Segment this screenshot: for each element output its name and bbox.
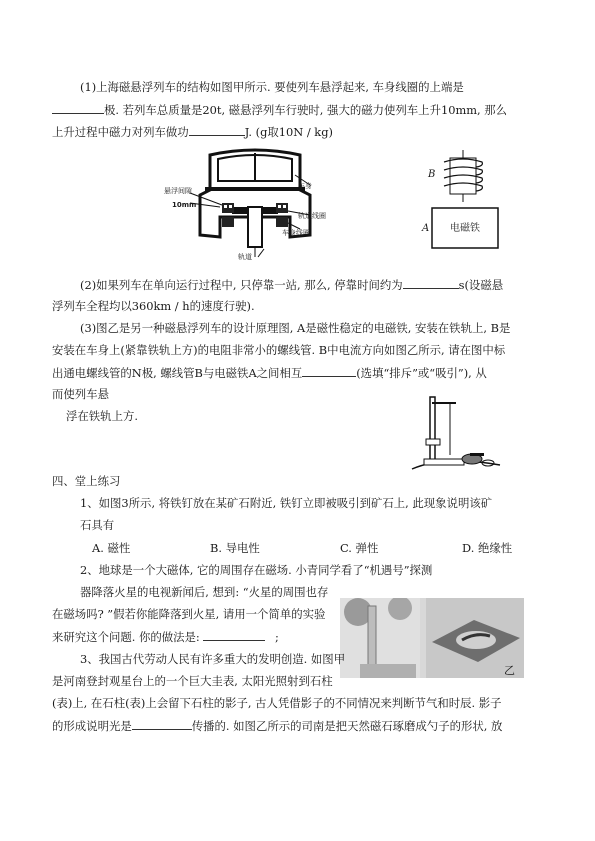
s4-q3-line4-text: 的形成说明光是 [52, 719, 132, 733]
q1-part2-text: (2)如果列车在单向运行过程中, 只停靠一站, 那么, 停靠时间约为 [80, 278, 403, 292]
s4-q3-line2: 是河南登封观星台上的一个巨大圭表, 太阳光照射到石柱 [52, 674, 333, 688]
answer-blank-pole[interactable] [52, 102, 104, 114]
q1-part3-line2: 安装在车身上(紧靠铁轨上方)的电阻非常小的螺线管. B中电流方向如图乙所示, 请在图中标 [52, 343, 506, 357]
s4-q2-line4-text: 来研究这个问题. 你的做法是: [52, 630, 200, 644]
q1-part1-line1: (1)上海磁悬浮列车的结构如图甲所示. 要使列车悬浮起来, 车身线圈的上端是 [80, 80, 464, 94]
q1-part2-line1 [80, 277, 503, 292]
s4-q2-line2: 器降落火星的电视新闻后, 想到: “火星的周围也存 [80, 585, 329, 599]
photos-drawing [340, 598, 524, 678]
s4-q2-line4 [52, 629, 279, 644]
s4-q2-line3: 在磁场吗? ”假若你能降落到火星, 请用一个简单的实验 [52, 607, 326, 621]
q1-part3-line1: (3)图乙是另一种磁悬浮列车的设计原理图, A是磁性稳定的电磁铁, 安装在铁轨上, B是 [80, 321, 511, 335]
q1-part3-line3-tail: (选填“排斥”或“吸引”), 从 [356, 366, 487, 380]
s4-q1-line1: 1、如图3所示, 将铁钉放在某矿石附近, 铁钉立即被吸引到矿石上, 此现象说明该矿 [80, 496, 493, 510]
option-a[interactable]: A. 磁性 [92, 541, 131, 555]
option-b[interactable]: B. 导电性 [210, 541, 260, 555]
q1-part1-line3-text: 上升过程中磁力对列车做功 [52, 125, 189, 139]
s4-q1-line2: 石具有 [80, 518, 115, 532]
label-b: B [428, 169, 436, 180]
s4-q2-line4-end: ; [275, 630, 279, 644]
s4-q3-line3: (表)上, 在石柱(表)上会留下石柱的影子, 古人凭借影子的不同情况来判断节气和时辰. 影子 [52, 696, 502, 710]
option-c[interactable]: C. 弹性 [340, 541, 379, 555]
answer-blank-experiment[interactable] [203, 629, 265, 641]
answer-blank-work[interactable] [189, 124, 245, 136]
section4-heading: 四、堂上练习 [52, 474, 121, 488]
q1-part1-line3 [52, 124, 333, 139]
option-d[interactable]: D. 绝缘性 [462, 541, 513, 555]
label-10mm: 10mm [172, 201, 197, 209]
q1-part2-tail: s(设磁悬 [458, 278, 504, 292]
figure-yi-solenoid [420, 150, 520, 260]
figure-3-mineral-stand [404, 395, 504, 475]
s4-q3-line4-tail: 传播的. 如图乙所示的司南是把天然磁石琢磨成勺子的形状, 放 [191, 719, 503, 733]
answer-blank-time[interactable] [403, 277, 459, 289]
q1-part1-line2 [52, 102, 507, 117]
answer-blank-interaction[interactable] [302, 365, 356, 377]
q1-part3-line3 [52, 365, 487, 380]
label-car-coil: 车身线圈 [282, 229, 310, 237]
photos-gnomon-sinan [340, 598, 524, 678]
label-car-body: 车身 [298, 182, 312, 190]
answer-blank-light[interactable] [132, 718, 192, 730]
q1-part1-line3-unit: J. (g取10N / kg) [244, 125, 333, 139]
s4-q2-line1: 2、地球是一个大磁体, 它的周围存在磁场. 小青同学看了“机遇号”探测 [80, 563, 433, 577]
label-electromagnet: 电磁铁 [450, 223, 480, 234]
label-a: A [422, 223, 430, 234]
label-track: 轨道 [238, 253, 252, 261]
s4-q3-line1: 3、我国古代劳动人民有许多重大的发明创造. 如图甲 [80, 652, 346, 666]
photo-label-yi: 乙 [504, 664, 515, 677]
q1-part3-line3-text: 出通电螺线管的N极, 螺线管B与电磁铁A之间相互 [52, 366, 303, 380]
label-track-coil: 轨道线圈 [298, 212, 326, 220]
q1-part2-line2: 浮列车全程均以360km / h的速度行驶). [52, 299, 255, 313]
s4-q3-line4 [52, 718, 502, 733]
q1-part3-line4: 而使列车悬 [52, 387, 109, 401]
q1-part1-line2-text: 极. 若列车总质量是20t, 磁悬浮列车行驶时, 强大的磁力使列车上升10mm, 那么 [104, 103, 508, 117]
q1-part3-line5: 浮在铁轨上方. [66, 409, 138, 423]
label-levitation-gap: 悬浮间隙 [164, 187, 192, 195]
